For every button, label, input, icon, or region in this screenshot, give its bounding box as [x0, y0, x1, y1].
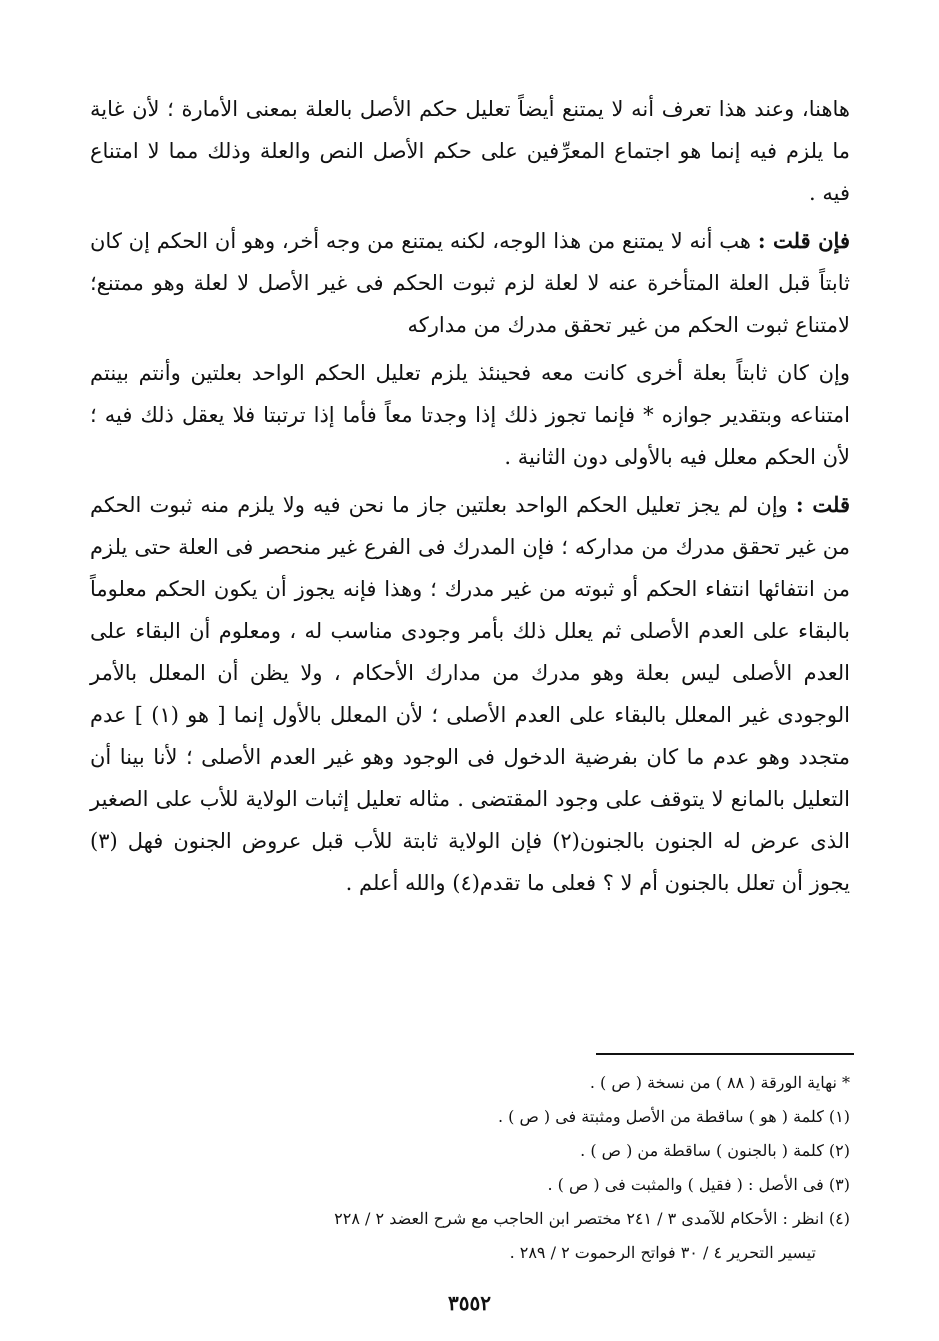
paragraph-text: وإن لم يجز تعليل الحكم الواحد بعلتين جاز ما نحن فيه ولا يلزم منه ثبوت الحكم من غير تحقق مدرك من مداركه ؛ فإن المدرك فى الفرع غير منحصر فى العلة حتى يلزم من انتفائها انتفاء الحكم أو ثبوته من غير مدرك ؛ وهذا فإنه يجوز أن يكون الحكم معلوماً بالبقاء على العدم الأصلى ثم يعلل ذلك بأمر وجودى مناسب له ، ومعلوم أن البقاء على العدم الأصلى ليس بعلة وهو مدرك من مدارك الأحكام ، ولا يظن أن المعلل بالأمر الوجودى غير المعلل بالبقاء على العدم الأصلى ؛ لأن المعلل بالأول إنما [ هو (١) ] عدم متجدد وهو عدم ما كان بفرضية الدخول فى الوجود وهو غير العدم الأصلى ؛ لأنا بينا أن التعليل بالمانع لا يتوقف على وجود المقتضى . مثاله تعليل إثبات الولاية للأب على الصغير الذى عرض له الجنون بالجنون(٢) فإن الولاية ثابتة للأب قبل عروض الجنون فهل (٣) يجوز أن تعلل بالجنون أم لا ؟ فعلى ما تقدم(٤) والله أعلم .	[90, 493, 850, 895]
paragraph-3	[90, 352, 850, 478]
paragraph-lead: قلت :	[795, 492, 850, 517]
footnote-star: * نهاية الورقة ( ٨٨ ) من نسخة ( ص ) .	[589, 1073, 850, 1092]
footnote-1: (١) كلمة ( هو ) ساقطة من الأصل ومثبتة فى ( ص ) .	[497, 1107, 850, 1126]
footnote-4-continued: تيسير التحرير ٤ / ٣٠ فواتح الرحموت ٢ / ٢٨٩ .	[509, 1243, 816, 1262]
paragraph-text: هب أنه لا يمتنع من هذا الوجه، لكنه يمتنع من وجه أخر، وهو أن الحكم إن كان ثابتاً قبل العلة المتأخرة عنه لا لعلة لزم ثبوت الحكم فى غير الأصل لا لعلة وهو ممتنع؛ لامتناع ثبوت الحكم من غير تحقق مدرك من مداركه	[90, 229, 850, 337]
paragraph-1	[90, 88, 850, 214]
footnote-3: (٣) فى الأصل : ( فقيل ) والمثبت فى ( ص ) .	[547, 1175, 850, 1194]
paragraph-text: هاهنا، وعند هذا تعرف أنه لا يمتنع أيضاً تعليل حكم الأصل بالعلة بمعنى الأمارة ؛ لأن غاية ما يلزم فيه إنما هو اجتماع المعرِّفين على حكم الأصل النص والعلة وذلك مما لا امتناع فيه .	[90, 97, 850, 205]
main-text	[90, 88, 850, 910]
footnote-4: (٤) انظر : الأحكام للآمدى ٣ / ٢٤١ مختصر ابن الحاجب مع شرح العضد ٢ / ٢٢٨	[334, 1209, 850, 1228]
paragraph-text: وإن كان ثابتاً بعلة أخرى كانت معه فحينئذ يلزم تعليل الحكم الواحد بعلتين وأنتم بينتم امتناعه وبتقدير جوازه * فإنما تجوز ذلك إذا وجدتا معاً فأما إذا ترتبتا فلا يعقل ذلك فيه ؛ لأن الحكم معلل فيه بالأولى دون الثانية .	[90, 361, 850, 469]
paragraph-4	[90, 484, 850, 904]
footnote-2: (٢) كلمة ( بالجنون ) ساقطة من ( ص ) .	[580, 1141, 850, 1160]
footnote-separator	[596, 1053, 854, 1055]
page-number: ٣٥٥٢	[448, 1291, 491, 1315]
paragraph-2	[90, 220, 850, 346]
footnotes	[90, 1066, 850, 1270]
paragraph-lead: فإن قلت :	[757, 228, 850, 253]
